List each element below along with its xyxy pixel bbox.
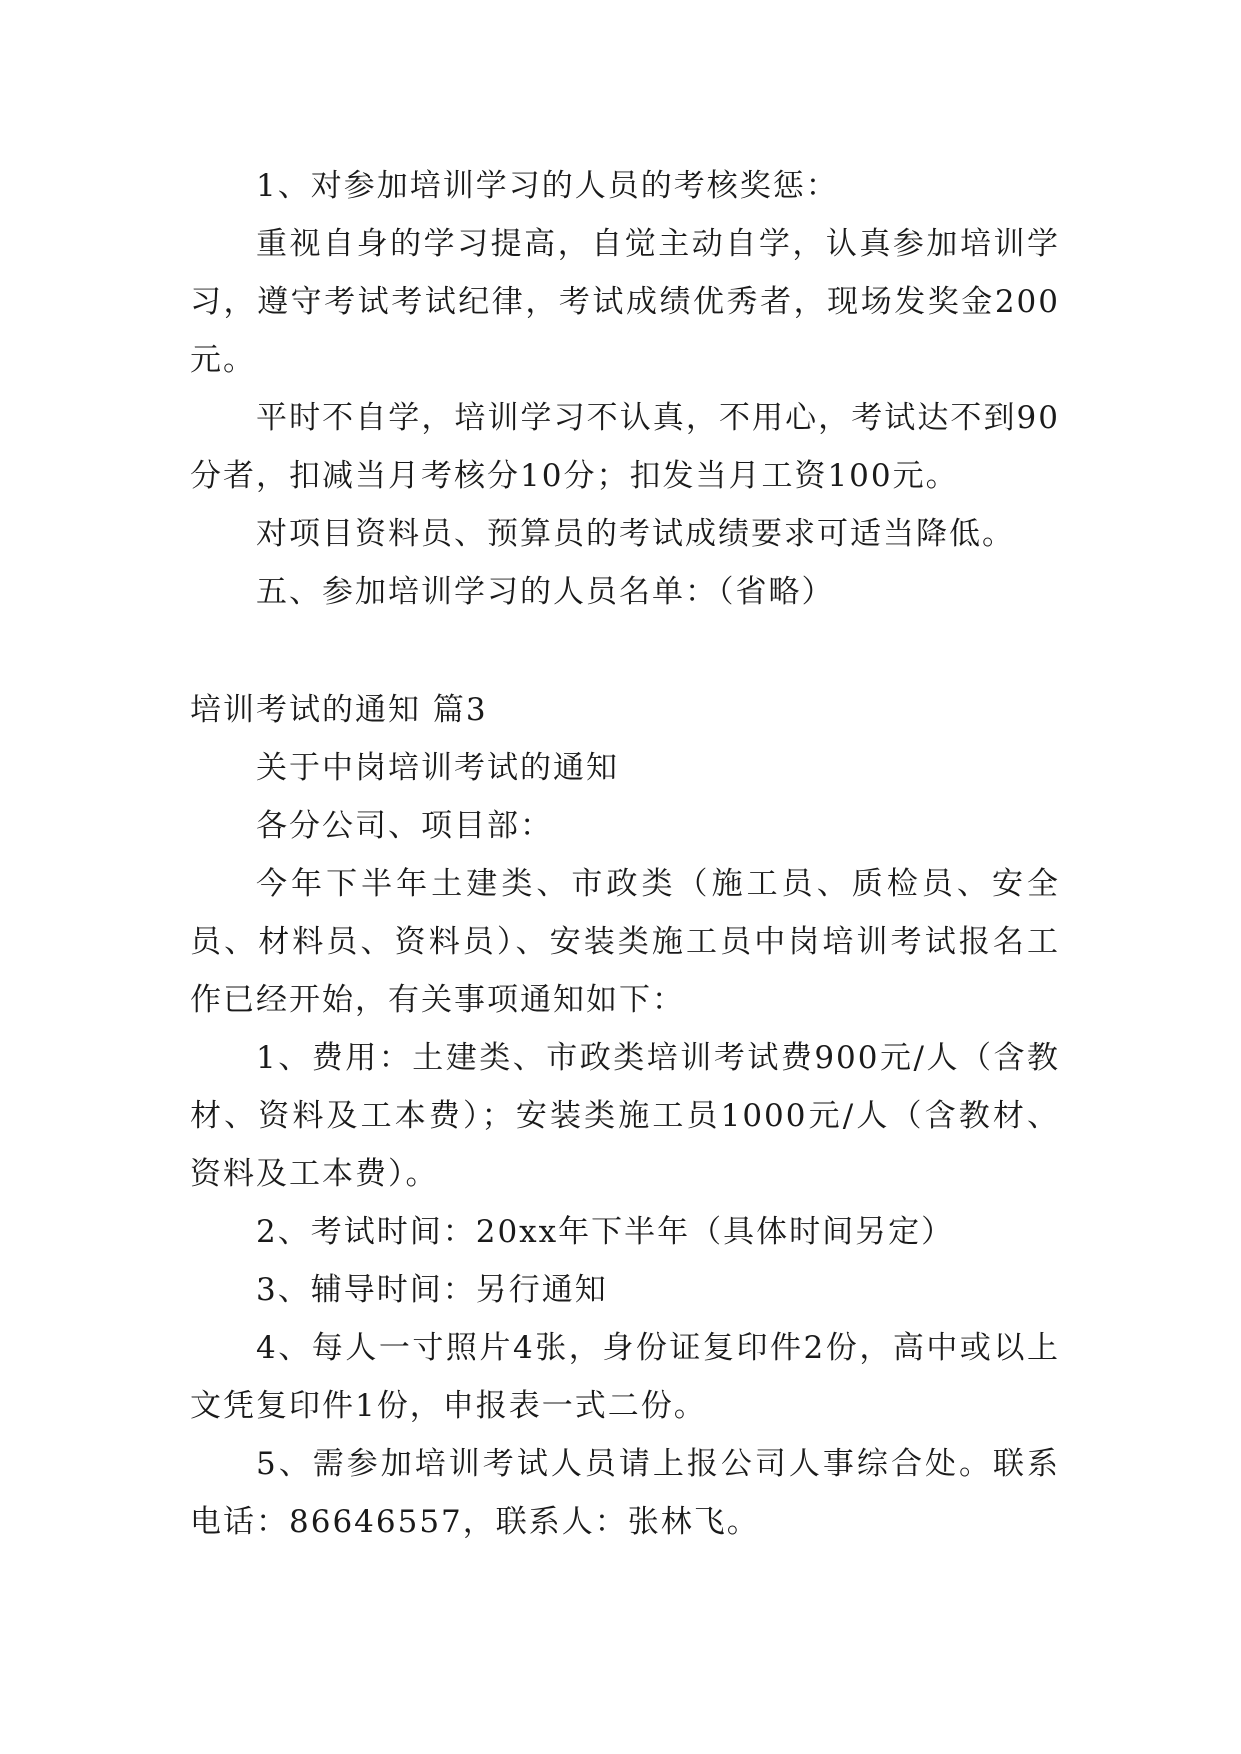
notice-heading: 关于中岗培训考试的通知 <box>256 750 619 786</box>
paragraph-penalty: 平时不自学，培训学习不认真，不用心，考试达不到90分者，扣减当月考核分10分；扣发当月工资100元。 <box>190 400 1060 494</box>
paragraph-reward: 重视自身的学习提高，自觉主动自学，认真参加培训学习，遵守考试考试纪律，考试成绩优秀者，现场发奖金200元。 <box>190 226 1060 378</box>
notice-intro: 今年下半年土建类、市政类（施工员、质检员、安全员、材料员、资料员）、安装类施工员中岗培训考试报名工作已经开始，有关事项通知如下： <box>190 866 1060 1018</box>
paragraph-assessment-heading: 1、对参加培训学习的人员的考核奖惩： <box>256 168 839 204</box>
notice-salutation: 各分公司、项目部： <box>256 808 553 844</box>
section-title: 培训考试的通知 篇3 <box>190 692 488 728</box>
assessment-section <box>190 157 1060 621</box>
notice-section <box>190 681 1060 1551</box>
notice-item-fees: 1、费用：土建类、市政类培训考试费900元/人（含教材、资料及工本费）；安装类施工员1000元/人（含教材、资料及工本费）。 <box>190 1040 1060 1192</box>
notice-item-tutoring-time: 3、辅导时间：另行通知 <box>256 1272 608 1308</box>
paragraph-participant-list: 五、参加培训学习的人员名单：（省略） <box>256 574 835 610</box>
notice-item-documents: 4、每人一寸照片4张，身份证复印件2份，高中或以上文凭复印件1份，申报表一式二份。 <box>190 1330 1060 1424</box>
notice-item-contact: 5、需参加培训考试人员请上报公司人事综合处。联系电话：86646557，联系人：张林飞。 <box>190 1446 1060 1540</box>
notice-item-exam-time: 2、考试时间：20xx年下半年（具体时间另定） <box>256 1214 955 1250</box>
paragraph-exception: 对项目资料员、预算员的考试成绩要求可适当降低。 <box>256 516 1015 552</box>
